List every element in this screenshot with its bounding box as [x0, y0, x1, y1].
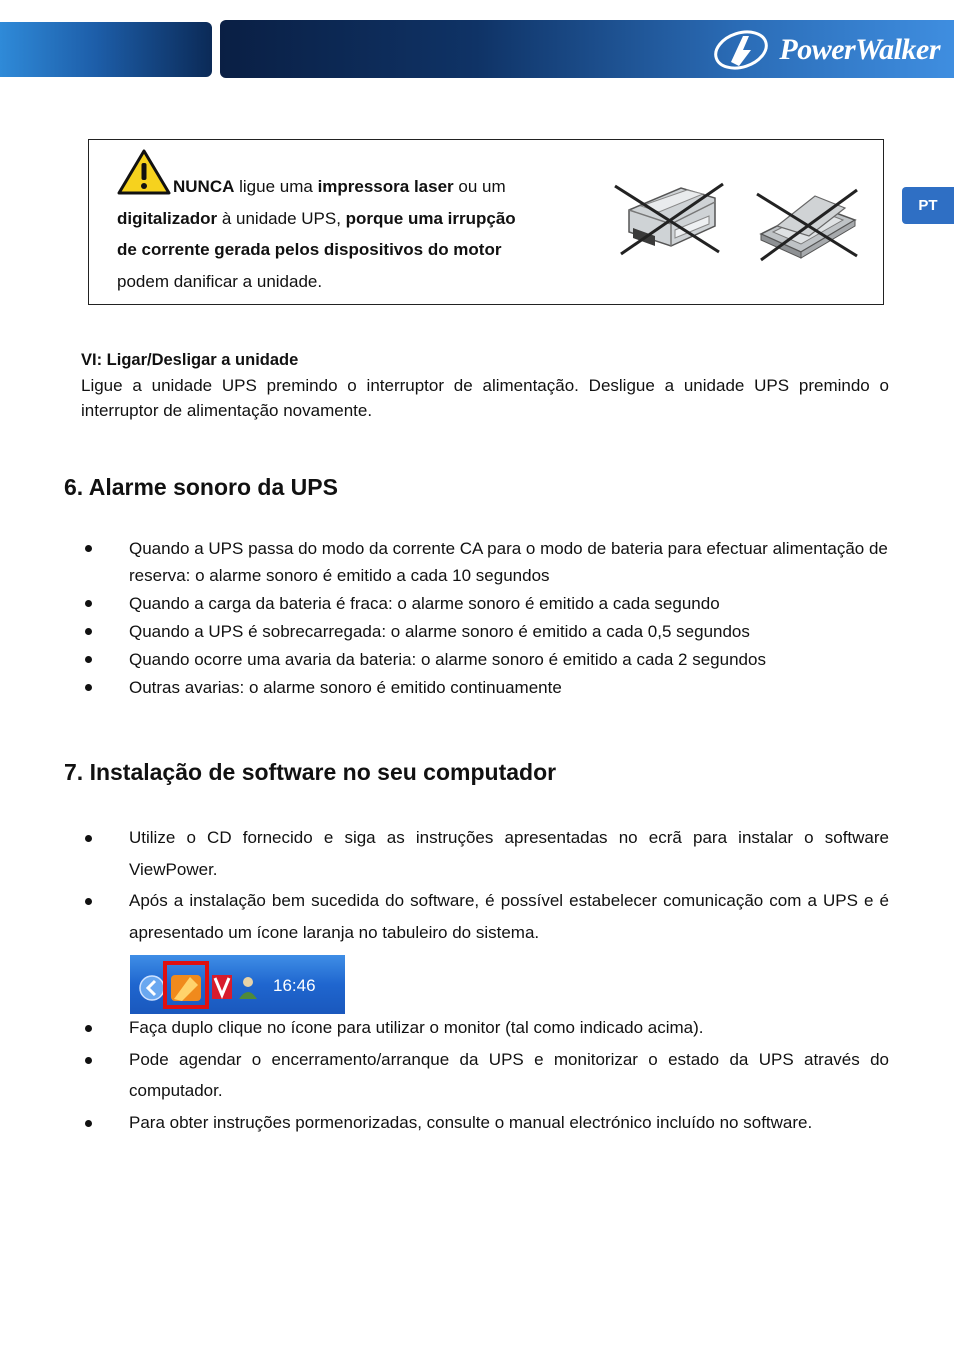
warning-text: [117, 171, 557, 297]
tray-clock: 16:46: [273, 976, 316, 995]
list-item: Outras avarias: o alarme sonoro é emitido continuamente: [81, 674, 889, 701]
software-list-a: [81, 822, 889, 948]
brand-logo: [713, 30, 940, 70]
list-item: Faça duplo clique no ícone para utilizar o monitor (tal como indicado acima).: [81, 1012, 889, 1044]
list-item: Quando a carga da bateria é fraca: o alarme sonoro é emitido a cada segundo: [81, 590, 889, 617]
warn-scanner: digitalizador: [117, 208, 218, 228]
warn-reason-2: de corrente gerada pelos dispositivos do motor: [117, 240, 502, 259]
list-item: Quando ocorre uma avaria da bateria: o alarme sonoro é emitido a cada 2 segundos: [81, 646, 889, 673]
language-tab[interactable]: PT: [902, 187, 954, 224]
alarm-list: [81, 535, 889, 702]
warn-reason-1: porque uma irrupção: [345, 208, 516, 228]
software-list-b: [81, 1012, 889, 1138]
list-item: Para obter instruções pormenorizadas, consulte o manual electrónico incluído no software.: [81, 1107, 889, 1139]
powerwalker-logo-icon: [713, 30, 773, 70]
header-band-left: [0, 22, 212, 77]
list-item: Utilize o CD fornecido e siga as instruções apresentadas no ecrã para instalar o software ViewPower.: [81, 822, 889, 885]
brand-name: PowerWalker: [779, 33, 940, 66]
laser-printer-crossed-image: [611, 180, 729, 258]
warn-text-4: ou um: [453, 177, 506, 196]
warning-box: [88, 139, 884, 305]
list-item: Quando a UPS é sobrecarregada: o alarme sonoro é emitido a cada 0,5 segundos: [81, 618, 889, 645]
warn-text-9: podem danificar a unidade.: [117, 271, 323, 291]
section-6-heading: 6. Alarme sonoro da UPS: [64, 474, 338, 500]
section-7-heading: 7. Instalação de software no seu computador: [64, 759, 557, 785]
list-item: Após a instalação bem sucedida do software, é possível estabelecer comunicação com a UPS e é apresentado um ícone laranja no tabuleiro do sistema.: [81, 885, 889, 948]
warn-text-6: à unidade UPS,: [217, 208, 346, 228]
warn-text-2: ligue uma: [234, 177, 318, 196]
section-vi-body: Ligue a unidade UPS premindo o interruptor de alimentação. Desligue a unidade UPS premindo o interruptor de alimentação novamente.: [81, 376, 889, 420]
system-tray-screenshot: [130, 955, 345, 1014]
warn-laser-printer: impressora laser: [317, 177, 454, 196]
list-item: Pode agendar o encerramento/arranque da UPS e monitorizar o estado da UPS através do computador.: [81, 1044, 889, 1107]
section-vi: [81, 348, 889, 423]
section-vi-heading: VI: Ligar/Desligar a unidade: [81, 351, 299, 369]
scanner-crossed-image: [747, 186, 865, 262]
warn-never: NUNCA: [173, 177, 235, 196]
list-item: Quando a UPS passa do modo da corrente CA para o modo de bateria para efectuar alimentação de reserva: o alarme sonoro é emitido a cada 10 segundos: [81, 535, 889, 589]
